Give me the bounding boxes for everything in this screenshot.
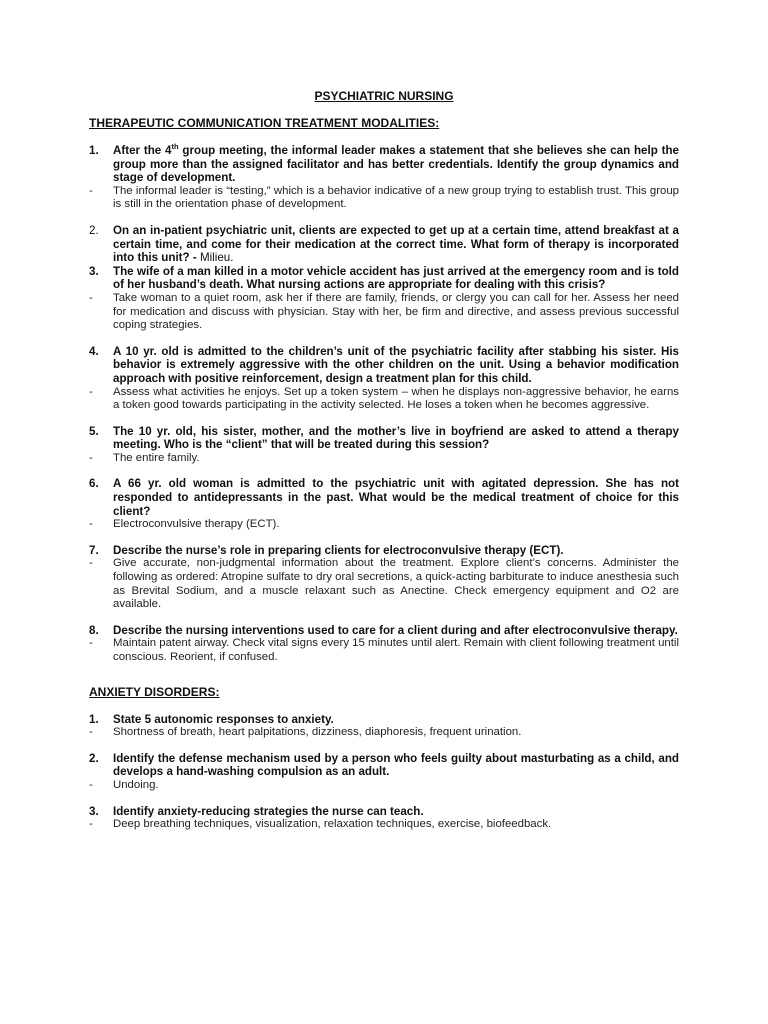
answer-text: Maintain patent airway. Check vital signs every 15 minutes until alert. Remain with client following treatment until conscious. Reorient, if confused.: [113, 637, 679, 663]
answer-dash: -: [89, 518, 93, 531]
answer-text: Assess what activities he enjoys. Set up a token system – when he displays non-aggressive behavior, he earns a token good towards participating in the activity selected. He loses a token when he becomes aggressive.: [113, 385, 679, 412]
question-number: 1.: [89, 144, 99, 157]
ordinal-superscript: th: [171, 142, 179, 152]
question-number: 2.: [89, 751, 99, 765]
answer-dash: -: [89, 818, 93, 831]
question-item: [89, 544, 679, 612]
question-text: A 10 yr. old is admitted to the children’s unit of the psychiatric facility after stabbing his sister. His behavior is extremely aggressive with the other children on the unit. Using a behavior modification approach with positive reinforcement, design a treatment plan for this child.: [113, 344, 679, 385]
question-item: [89, 477, 679, 531]
question-number: 3.: [89, 804, 99, 818]
question-item: [89, 265, 679, 333]
answer-dash: -: [89, 557, 93, 570]
inline-answer: Milieu.: [199, 251, 234, 265]
answer-dash: -: [89, 385, 93, 398]
answer-dash: -: [89, 726, 93, 739]
answer-text: Electroconvulsive therapy (ECT).: [113, 518, 280, 531]
question-item: [89, 752, 679, 793]
question-item: [89, 345, 679, 413]
answer-dash: -: [89, 451, 93, 464]
question-text: On an in-patient psychiatric unit, clients are expected to get up at a certain time, attend breakfast at a certain time, and come for their medication at the correct time. What form of therapy is incorporated into this unit? - Milieu.: [113, 223, 679, 265]
answer-text: The informal leader is “testing,” which is a behavior indicative of a new group trying to establish trust. This group is still in the orientation phase of development.: [113, 184, 679, 211]
question-text: Identify the defense mechanism used by a person who feels guilty about masturbating as a child, and develops a hand-washing compulsion as an adult.: [113, 751, 679, 779]
document-title: PSYCHIATRIC NURSING: [314, 89, 454, 103]
question-number: 1.: [89, 712, 99, 726]
question-text: The 10 yr. old, his sister, mother, and the mother’s live in boyfriend are asked to attend a therapy meeting. Who is the “client” that will be treated during this session?: [113, 424, 679, 452]
question-item: [89, 713, 679, 740]
answer-dash: -: [89, 184, 93, 197]
answer-text: The entire family.: [113, 451, 200, 464]
answer-dash: -: [89, 778, 93, 791]
question-item: [89, 624, 679, 665]
question-number: 6.: [89, 477, 99, 491]
section-heading-therapeutic-communication: THERAPEUTIC COMMUNICATION TREATMENT MODALITIES:: [89, 116, 440, 130]
question-text: Describe the nursing interventions used to care for a client during and after electroconvulsive therapy.: [113, 623, 678, 637]
question-number: 7.: [89, 543, 99, 557]
question-number: 3.: [89, 264, 99, 278]
question-item: [89, 224, 679, 265]
answer-dash: -: [89, 291, 93, 304]
question-text: A 66 yr. old woman is admitted to the psychiatric unit with agitated depression. She has not responded to antidepressants in the past. What would be the medical treatment of choice for this client?: [113, 477, 679, 518]
question-item: [89, 425, 679, 466]
section-heading-anxiety-disorders: ANXIETY DISORDERS:: [89, 684, 220, 699]
answer-text: Shortness of breath, heart palpitations, dizziness, diaphoresis, frequent urination.: [113, 726, 522, 739]
question-item: [89, 805, 679, 832]
question-text: Identify anxiety-reducing strategies the nurse can teach.: [113, 804, 424, 818]
answer-text: Take woman to a quiet room, ask her if there are family, friends, or clergy you can call for her. Assess her need for medication and discuss with physician. Stay with her, be firm and directive, and assess previous successful coping strategies.: [113, 291, 679, 332]
question-text: The wife of a man killed in a motor vehicle accident has just arrived at the emergency room and is told of her husband’s death. What nursing actions are appropriate for dealing with this crisis?: [113, 264, 679, 292]
answer-text: Undoing.: [113, 778, 159, 791]
answer-text: Deep breathing techniques, visualization, relaxation techniques, exercise, biofeedback.: [113, 818, 552, 831]
answer-text: Give accurate, non-judgmental information about the treatment. Explore client’s concerns. Administer the following as ordered: Atropine sulfate to dry oral secretions, a quick-acting barbiturate to induce anesthesia such as Brevital Sodium, and a muscle relaxant such as Anectine. Check emergency equipment and O2 are available.: [113, 557, 679, 611]
question-number: 5.: [89, 424, 99, 438]
question-number: 4.: [89, 344, 99, 358]
question-text: After the 4th group meeting, the informal leader makes a statement that she believes she can help the group more than the assigned facilitator and has better credentials. Identify the group dynamics and stage of development.: [113, 142, 679, 185]
document-body: [89, 116, 679, 844]
question-number: 2.: [89, 223, 99, 237]
question-item: [89, 144, 679, 212]
question-number: 8.: [89, 623, 99, 637]
answer-dash: -: [89, 637, 93, 650]
question-text: Describe the nurse’s role in preparing clients for electroconvulsive therapy (ECT).: [113, 543, 564, 557]
question-text: State 5 autonomic responses to anxiety.: [113, 712, 334, 726]
